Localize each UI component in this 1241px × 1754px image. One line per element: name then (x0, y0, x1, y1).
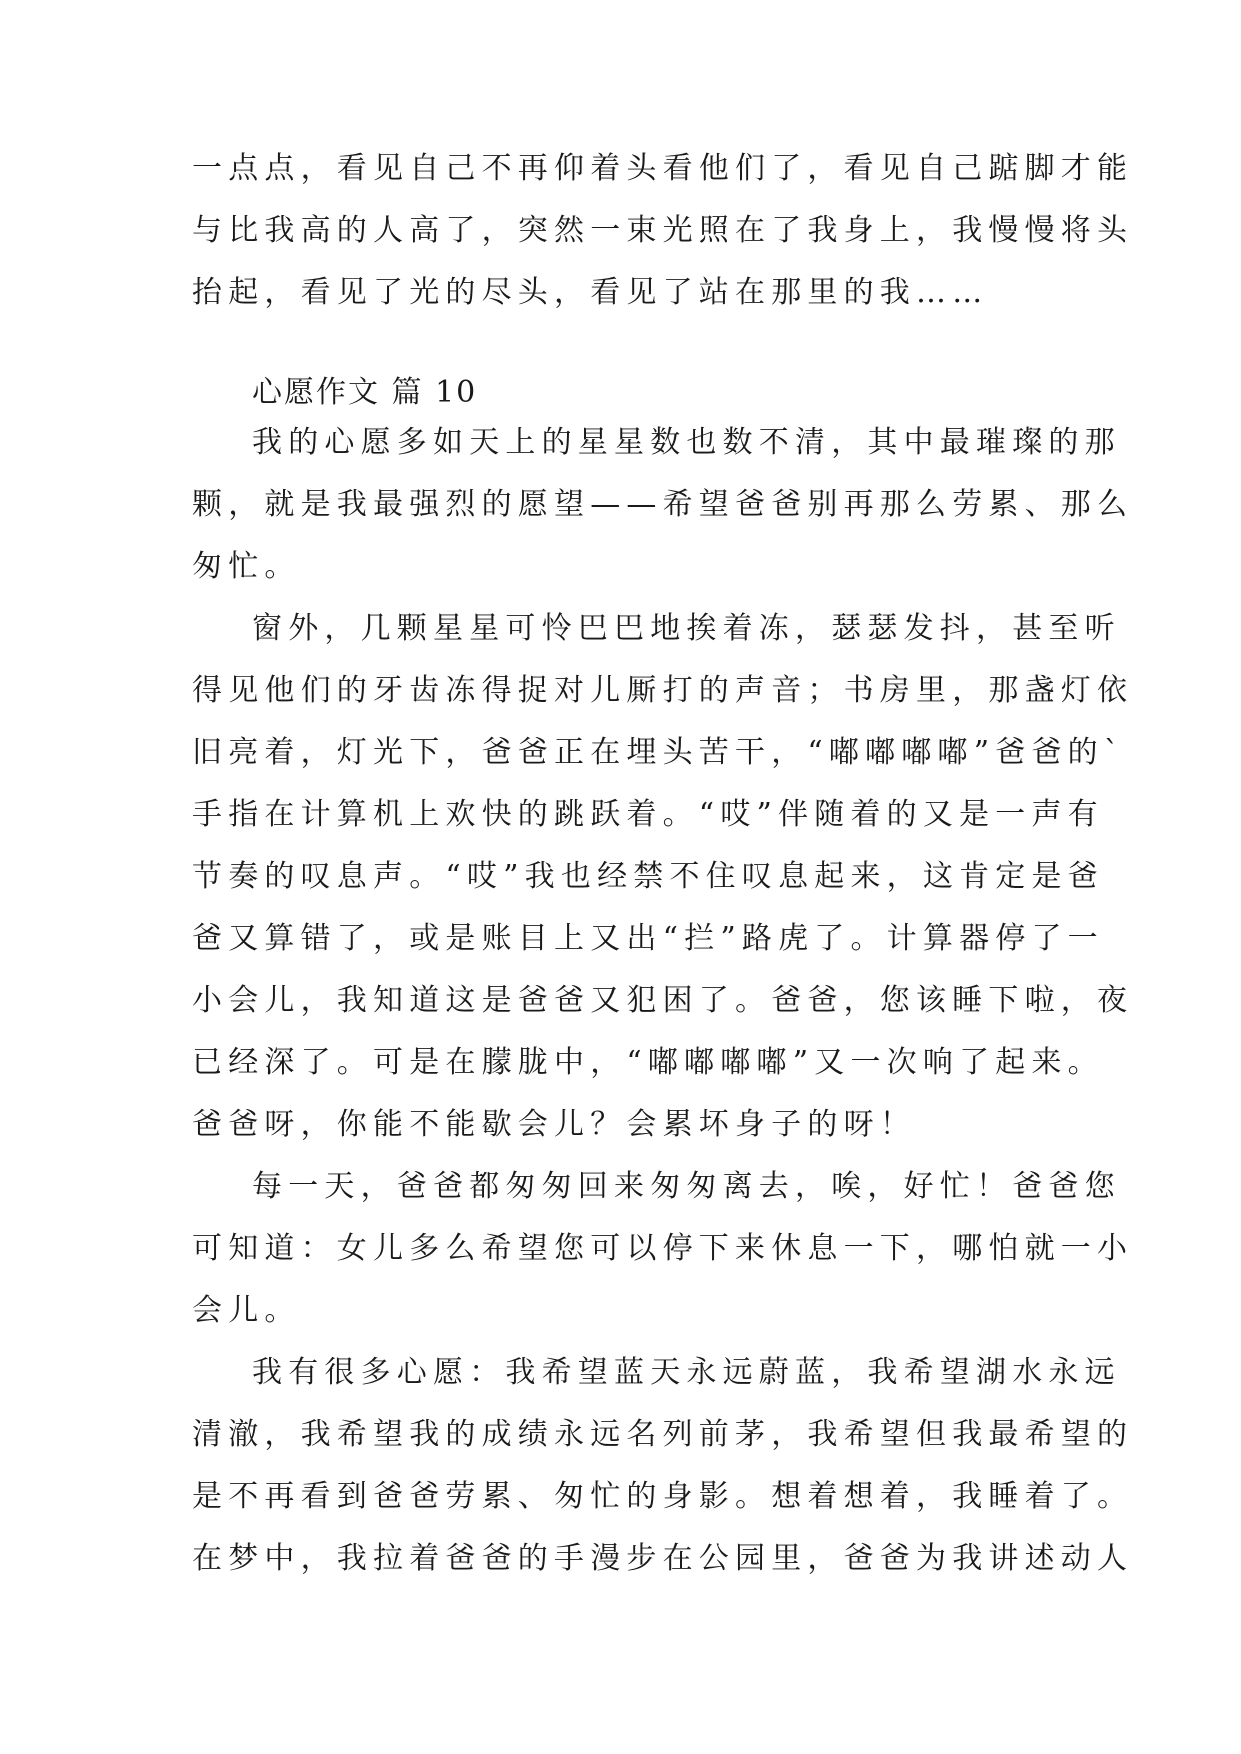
text-line: 旧亮着，灯光下，爸爸正在埋头苦干，“嘟嘟嘟嘟”爸爸的` (192, 735, 1126, 770)
text-line: 可知道：女儿多么希望您可以停下来休息一下，哪怕就一小 (192, 1231, 1134, 1266)
text-line: 我的心愿多如天上的星星数也数不清，其中最璀璨的那 (252, 425, 1121, 460)
text-line: 爸又算错了，或是账目上又出“拦”路虎了。计算器停了一 (192, 921, 1104, 956)
text-line: 得见他们的牙齿冻得捉对儿厮打的声音；书房里，那盏灯依 (192, 673, 1134, 708)
text-line: 已经深了。可是在朦胧中，“嘟嘟嘟嘟”又一次响了起来。 (192, 1045, 1104, 1080)
text-line: 清澈，我希望我的成绩永远名列前茅，我希望但我最希望的 (192, 1417, 1134, 1452)
text-line: 一点点，看见自己不再仰着头看他们了，看见自己踮脚才能 (192, 151, 1134, 186)
text-line: 与比我高的人高了，突然一束光照在了我身上，我慢慢将头 (192, 213, 1134, 248)
section-heading: 心愿作文 篇 10 (252, 375, 478, 410)
text-line: 会儿。 (192, 1293, 301, 1328)
text-line: 在梦中，我拉着爸爸的手漫步在公园里，爸爸为我讲述动人 (192, 1541, 1134, 1576)
text-line: 小会儿，我知道这是爸爸又犯困了。爸爸，您该睡下啦，夜 (192, 983, 1134, 1018)
text-line: 窗外，几颗星星可怜巴巴地挨着冻，瑟瑟发抖，甚至听 (252, 611, 1121, 646)
text-line: 颗，就是我最强烈的愿望——希望爸爸别再那么劳累、那么 (192, 487, 1134, 522)
text-line: 是不再看到爸爸劳累、匆忙的身影。想着想着，我睡着了。 (192, 1479, 1134, 1514)
text-line: 爸爸呀，你能不能歇会儿？会累坏身子的呀！ (192, 1107, 916, 1142)
text-line: 手指在计算机上欢快的跳跃着。“哎”伴随着的又是一声有 (192, 797, 1104, 832)
text-line: 抬起，看见了光的尽头，看见了站在那里的我…… (192, 275, 989, 310)
text-line: 节奏的叹息声。“哎”我也经禁不住叹息起来，这肯定是爸 (192, 859, 1104, 894)
text-line: 每一天，爸爸都匆匆回来匆匆离去，唉，好忙！爸爸您 (252, 1169, 1121, 1204)
text-line: 我有很多心愿：我希望蓝天永远蔚蓝，我希望湖水永远 (252, 1355, 1121, 1390)
text-line: 匆忙。 (192, 549, 301, 584)
